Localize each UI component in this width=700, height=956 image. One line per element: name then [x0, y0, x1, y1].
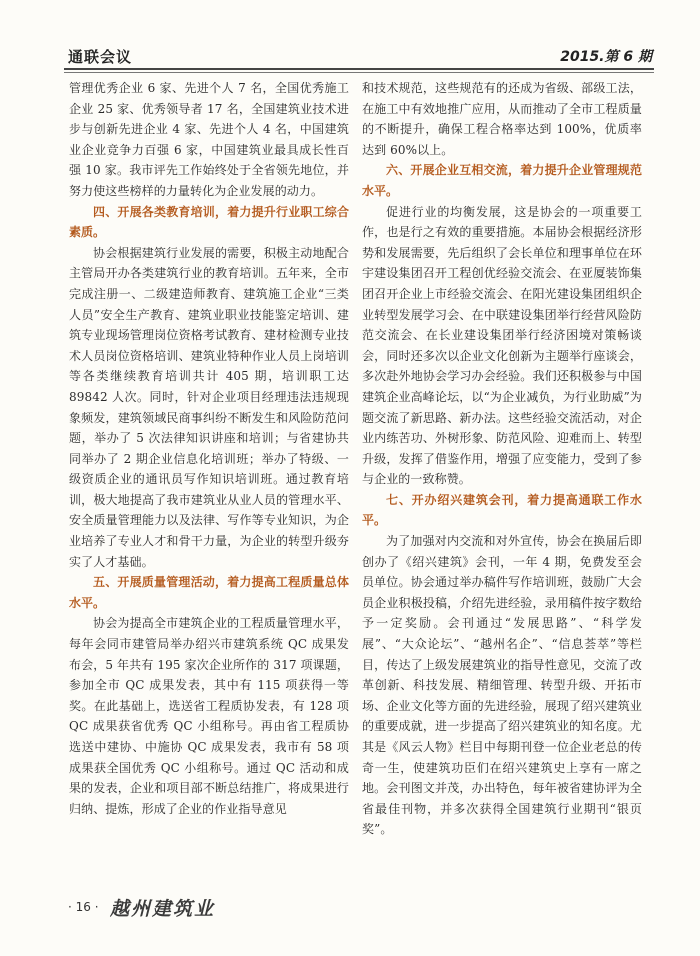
- page-number: · 16 ·: [68, 900, 99, 914]
- paragraph-quality-continued: 和技术规范，这些规范有的还成为省级、部级工法，在施工中有效地推广应用，从而推动了全市工程质量的不断提升，确保工程合格率达到 100%，优质率达到 60%以上。: [362, 81, 642, 157]
- paragraph-awards: 管理优秀企业 6 家、先进个人 7 名，全国优秀施工企业 25 家、优秀领导者 17 名，全国建筑业技术进步与创新先进企业 4 家、先进个人 4 名，中国建筑业企业竞争力百强 6 家，中国建筑业最具成长性百强 10 家。我市评先工作始终处于全省领先地位，并努力使这些榜样的力量转化为企业发展的动力。: [69, 81, 349, 198]
- left-column: [69, 78, 349, 819]
- page-header: [64, 44, 654, 68]
- magazine-logo: 越州建筑业: [110, 898, 216, 920]
- heading-quality-management: 五、开展质量管理活动，着力提高工程质量总体水平。: [69, 575, 349, 610]
- paragraph-quality-management: 协会为提高全市建筑企业的工程质量管理水平，每年会同市建管局举办绍兴市建筑系统 QC 成果发布会，5 年共有 195 家次企业所作的 317 项课题，参加全市 QC 成果发表，其中有 115 项获得一等奖。在此基础上，选送省工程质协发表，有 128 项 QC 成果获省优秀 QC 小组称号。再由省工程质协选送中建协、中施协 QC 成果发表，我市有 58 项成果获全国优秀 QC 小组称号。通过 QC 活动和成果的发表，企业和项目部不断总结推广，将成果进行归纳、提炼，形成了企业的作业指导意见: [69, 616, 349, 816]
- heading-education-training: 四、开展各类教育培训，着力提升行业职工综合素质。: [69, 204, 349, 240]
- heading-enterprise-exchange: 六、开展企业互相交流，着力提升企业管理规范水平。: [362, 163, 642, 198]
- heading-journal: 七、开办绍兴建筑会刊，着力提高通联工作水平。: [362, 492, 642, 528]
- right-column: [362, 78, 642, 840]
- section-title: 通联会议: [68, 48, 133, 66]
- page-footer: [64, 896, 364, 926]
- issue-label: 2015.第 6 期: [560, 49, 652, 65]
- paragraph-journal: 为了加强对内交流和对外宣传，协会在换届后即创办了《绍兴建筑》会刊，一年 4 期，免费发至会员单位。协会通过举办稿件写作培训班，鼓励广大会员企业积极投稿，介绍先进经验，录用稿件按字数给予一定奖励。会刊通过“发展思路”、“科学发展”、“大众论坛”、“越州名企”、“信息荟萃”等栏目，传达了上级发展建筑业的指导性意见，交流了改革创新、科技发展、精细管理、转型升级、开拓市场、企业文化等方面的先进经验，展现了绍兴建筑业的重要成就，进一步提高了绍兴建筑业的知名度。尤其是《风云人物》栏目中每期刊登一位企业老总的传奇一生，使建筑功臣们在绍兴建筑史上享有一席之地。会刊图文并茂，办出特色，每年被省建协评为全省最佳刊物，并多次获得全国建筑行业期刊“银页奖”。: [362, 534, 642, 837]
- header-rule: [64, 68, 654, 70]
- paragraph-enterprise-exchange: 促进行业的均衡发展，这是协会的一项重要工作，也是行之有效的重要措施。本届协会根据经济形势和发展需要，先后组织了会长单位和理事单位在环宇建设集团召开工程创优经验交流会、在亚厦装饰集团召开企业上市经验交流会、在阳光建设集团组织企业转型发展学习会、在中联建设集团举行经营风险防范交流会、在长业建设集团举行经济困境对策畅谈会，同时还多次以企业文化创新为主题举行座谈会，多次赴外地协会学习办会经验。我们还积极参与中国建筑企业高峰论坛，以“为企业减负，为行业助威”为题交流了新思路、新办法。这些经验交流活动，对企业内练苦功、外树形象、防范风险、迎难而上、转型升级，发挥了借鉴作用，增强了应变能力，受到了参与企业的一致称赞。: [362, 204, 642, 487]
- paragraph-education-training: 协会根据建筑行业发展的需要，积极主动地配合主管局开办各类建筑行业的教育培训。五年来，全市完成注册一、二级建造师教育、建筑施工企业“三类人员”安全生产教育、建筑业职业技能鉴定培训、建筑专业现场管理岗位资格考试教育、建材检测专业技术人员岗位资格培训、建筑业特种作业人员上岗培训等各类继续教育培训共计 405 期，培训职工达 89842 人次。同时，针对企业项目经理违法违规现象频发，建筑领域民商事纠纷不断发生和风险防范问题，举办了 5 次法律知识讲座和培训；与省建协共同举办了 2 期企业信息化培训班；举办了特级、一级资质企业的通讯员写作知识培训班。通过教育培训，极大地提高了我市建筑业从业人员的管理水平、安全质量管理能力以及法律、写作等专业知识，为企业培养了专业人才和骨干力量，为企业的转型升级夯实了人才基础。: [69, 245, 349, 569]
- header-rule-thin: [64, 72, 654, 73]
